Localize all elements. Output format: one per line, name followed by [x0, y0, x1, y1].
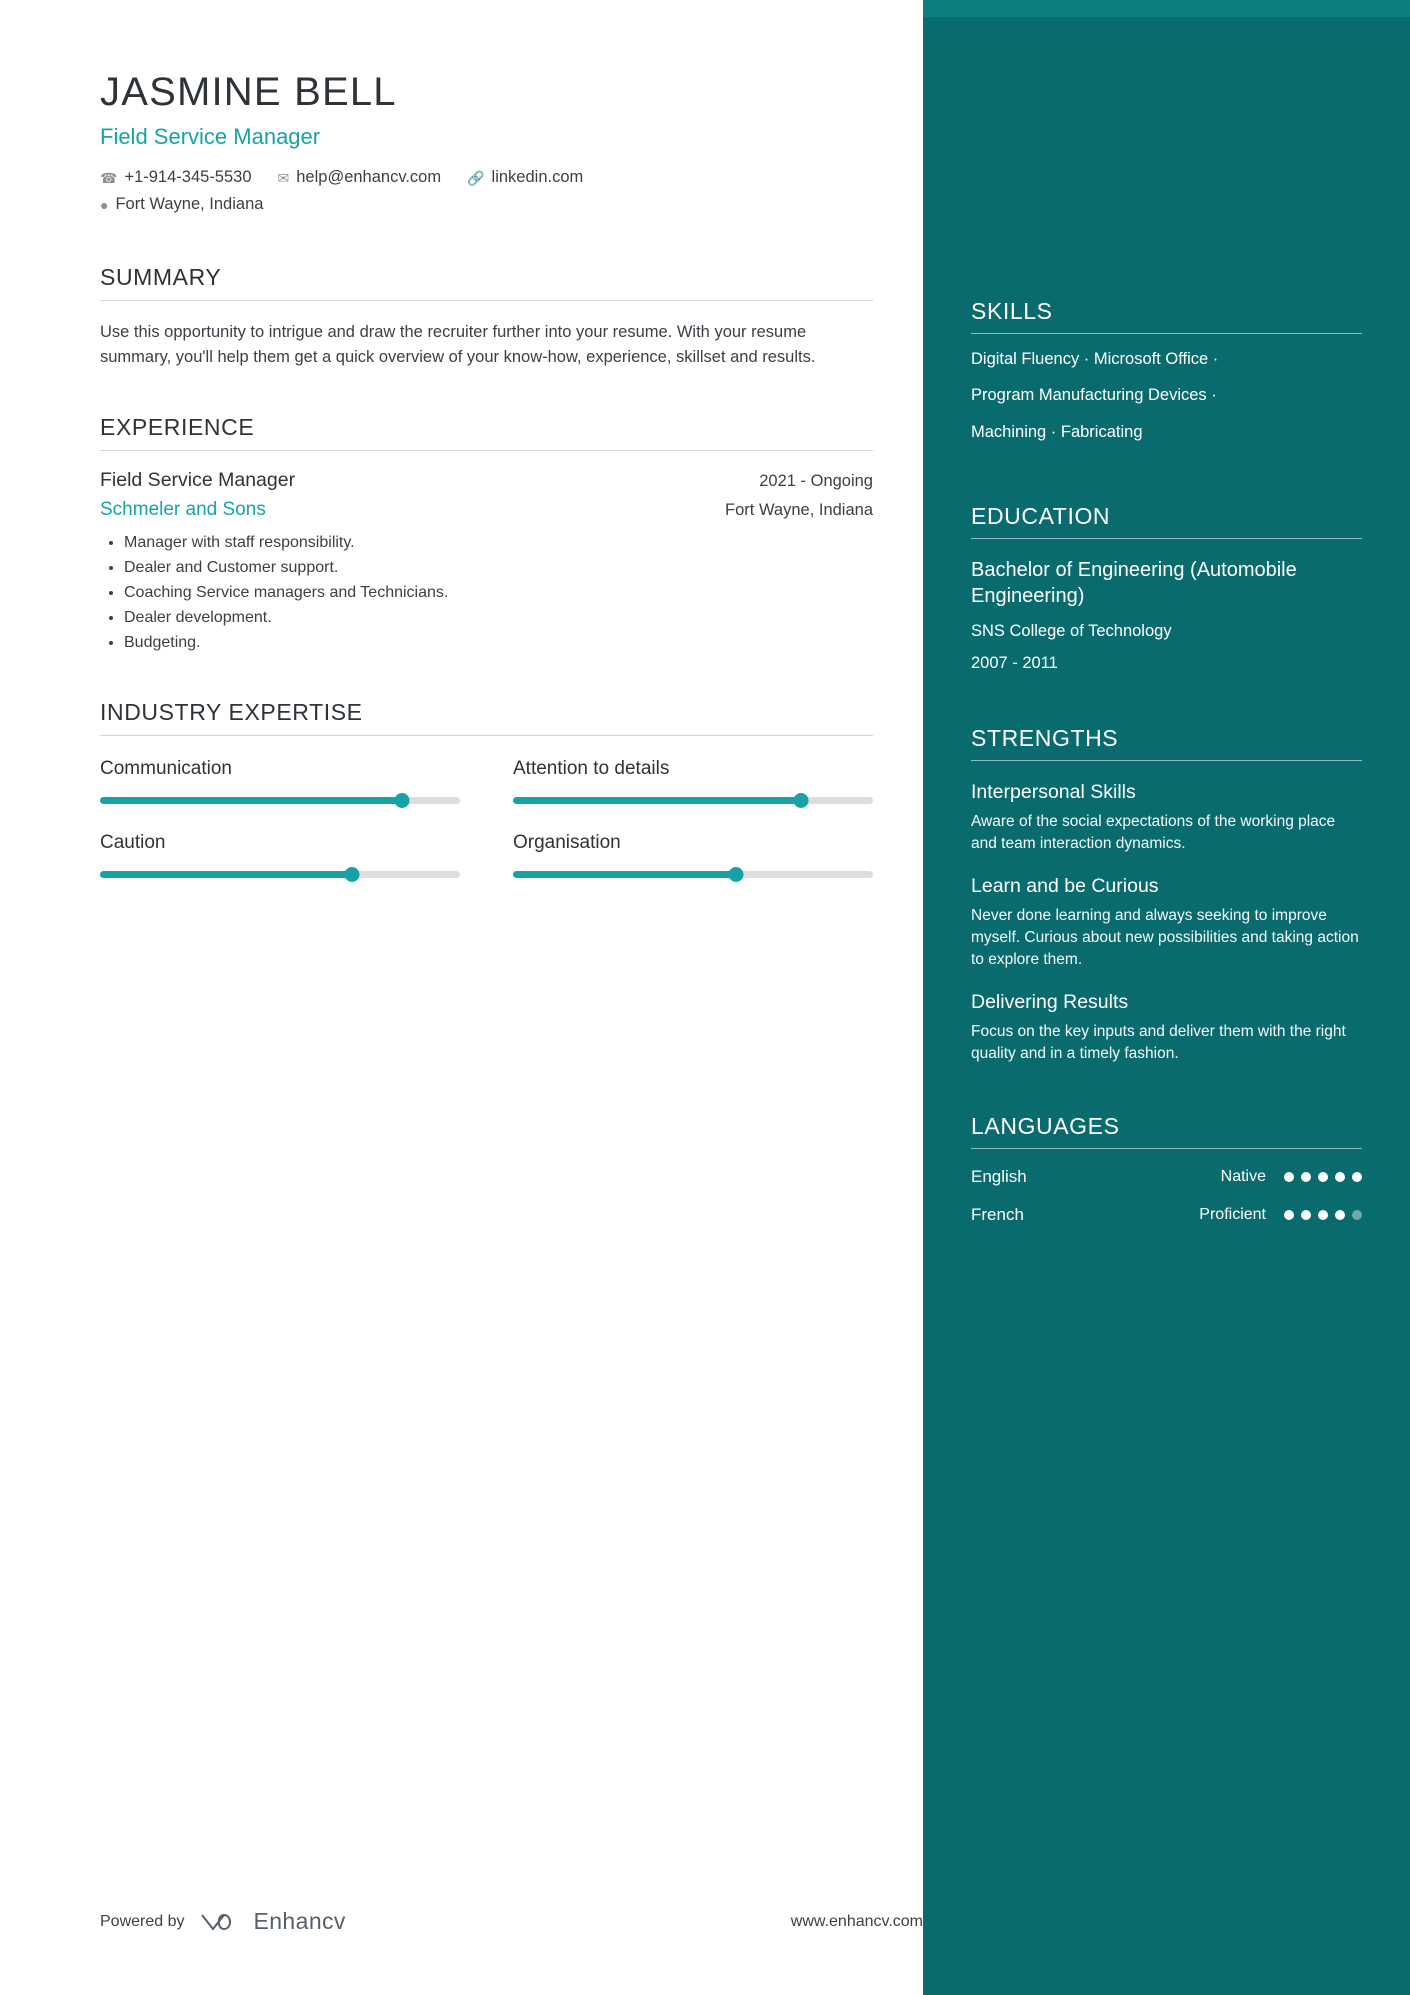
languages-section-title: LANGUAGES [971, 1113, 1362, 1149]
expertise-item-organisation [513, 832, 873, 878]
expertise-slider-knob[interactable] [395, 793, 410, 808]
strength-description: Aware of the social expectations of the working place and team interaction dynamics. [971, 812, 1336, 852]
experience-entry [100, 469, 873, 655]
contact-row-secondary [100, 195, 873, 214]
expertise-slider-fill [513, 797, 801, 804]
contact-location [100, 195, 263, 214]
expertise-item-attention-to-details [513, 758, 873, 804]
list-item: • Manager with staff responsibility. [124, 531, 873, 555]
rating-dot [1352, 1172, 1362, 1182]
summary-section [100, 264, 873, 370]
expertise-slider-fill [100, 797, 402, 804]
contact-location-text: Fort Wayne, Indiana [115, 195, 264, 213]
experience-position: Field Service Manager [100, 468, 296, 491]
rating-dot [1335, 1172, 1345, 1182]
rating-dot [1301, 1172, 1311, 1182]
languages-section [971, 1113, 1362, 1225]
rating-dot [1284, 1210, 1294, 1220]
strengths-section [971, 725, 1362, 1065]
skills-section-title: SKILLS [971, 298, 1362, 334]
expertise-item-caution [100, 832, 460, 878]
education-section-title: EDUCATION [971, 503, 1362, 539]
expertise-label: Attention to details [513, 757, 670, 779]
rating-dot [1301, 1210, 1311, 1220]
education-section [971, 503, 1362, 673]
strengths-list [971, 781, 1362, 1065]
contact-linkedin-text: linkedin.com [491, 168, 584, 186]
education-school: SNS College of Technology [971, 621, 1172, 640]
experience-bullets [124, 531, 873, 655]
rating-dot [1318, 1172, 1328, 1182]
skills-line: Digital Fluency · Microsoft Office · [971, 350, 1219, 368]
language-rating-dots [1284, 1172, 1362, 1182]
experience-entry-subheader [100, 499, 873, 521]
languages-list [971, 1167, 1362, 1225]
strength-name: Learn and be Curious [971, 874, 1159, 897]
contact-row-primary [100, 168, 873, 187]
main-column [0, 0, 923, 878]
skills-line: Program Manufacturing Devices · [971, 386, 1217, 405]
brand-logo [199, 1908, 346, 1935]
summary-text: Use this opportunity to intrigue and draw the recruiter further into your resume. With your resume summary, you'll help them get a quick overview of your know-how, experience, skillset and results. [100, 323, 816, 366]
expertise-slider[interactable] [100, 871, 460, 878]
experience-section [100, 414, 873, 655]
strengths-section-title: STRENGTHS [971, 725, 1362, 761]
expertise-label: Organisation [513, 831, 621, 853]
experience-location: Fort Wayne, Indiana [725, 500, 873, 519]
sidebar-topbar [923, 0, 1410, 17]
email-icon: ✉ [277, 169, 290, 186]
language-row [971, 1167, 1362, 1187]
rating-dot [1335, 1210, 1345, 1220]
strength-item [971, 875, 1362, 971]
skills-section [971, 298, 1362, 443]
contact-email-text: help@enhancv.com [296, 168, 442, 186]
page-title: JASMINE BELL [100, 70, 397, 114]
footer [100, 1908, 923, 1935]
contact-phone[interactable] [100, 168, 252, 187]
rating-dot [1318, 1210, 1328, 1220]
strength-name: Interpersonal Skills [971, 780, 1136, 803]
link-icon: 🔗 [467, 169, 485, 186]
education-dates: 2007 - 2011 [971, 653, 1058, 672]
expertise-label: Communication [100, 757, 232, 779]
expertise-label: Caution [100, 831, 166, 853]
expertise-slider-knob[interactable] [794, 793, 809, 808]
list-item: • Coaching Service managers and Technicians. [124, 581, 873, 605]
brand-name: Enhancv [253, 1908, 346, 1934]
language-level: Native [1220, 1167, 1266, 1185]
language-row [971, 1205, 1362, 1225]
rating-dot [1284, 1172, 1294, 1182]
strength-description: Focus on the key inputs and deliver them with the right quality and in a timely fashion. [971, 1022, 1346, 1062]
language-level: Proficient [1199, 1205, 1266, 1223]
strength-item [971, 991, 1362, 1065]
expertise-slider-fill [513, 871, 736, 878]
education-degree: Bachelor of Engineering (Automobile Engineering) [971, 558, 1297, 608]
experience-section-title: EXPERIENCE [100, 414, 873, 451]
expertise-slider-fill [100, 871, 352, 878]
education-entry [971, 557, 1362, 673]
contact-phone-text: +1-914-345-5530 [124, 168, 252, 186]
summary-section-title: SUMMARY [100, 264, 873, 301]
contact-email[interactable] [278, 168, 442, 187]
enhancv-logo-icon [199, 1911, 245, 1933]
industry-expertise-section [100, 699, 873, 878]
language-rating-dots [1284, 1210, 1362, 1220]
experience-dates: 2021 - Ongoing [759, 471, 873, 490]
strength-description: Never done learning and always seeking to improve myself. Curious about new possibilities and taking action to explore them. [971, 906, 1359, 968]
powered-by-block [100, 1908, 346, 1935]
expertise-item-communication [100, 758, 460, 804]
expertise-slider-knob[interactable] [729, 867, 744, 882]
strength-name: Delivering Results [971, 990, 1129, 1013]
expertise-slider[interactable] [513, 797, 873, 804]
language-name: French [971, 1204, 1024, 1224]
rating-dot [1352, 1210, 1362, 1220]
footer-website: www.enhancv.com [790, 1912, 923, 1930]
list-item: • Budgeting. [124, 631, 873, 655]
experience-entry-header [100, 469, 873, 492]
contact-linkedin[interactable] [467, 168, 583, 187]
sidebar [923, 0, 1410, 1995]
expertise-slider[interactable] [513, 871, 873, 878]
skills-line: Machining · Fabricating [971, 422, 1143, 441]
expertise-slider[interactable] [100, 797, 460, 804]
industry-expertise-section-title: INDUSTRY EXPERTISE [100, 699, 873, 736]
language-name: English [971, 1166, 1027, 1186]
list-item: • Dealer development. [124, 606, 873, 630]
strength-item [971, 781, 1362, 855]
job-title: Field Service Manager [100, 124, 321, 149]
experience-company: Schmeler and Sons [100, 498, 266, 520]
expertise-slider-knob[interactable] [345, 867, 360, 882]
phone-icon: ☎ [100, 169, 118, 186]
industry-expertise-grid [100, 758, 873, 878]
list-item: • Dealer and Customer support. [124, 556, 873, 580]
powered-by-label: Powered by [100, 1912, 185, 1930]
skills-list [971, 348, 1362, 443]
location-pin-icon: ● [100, 196, 109, 213]
